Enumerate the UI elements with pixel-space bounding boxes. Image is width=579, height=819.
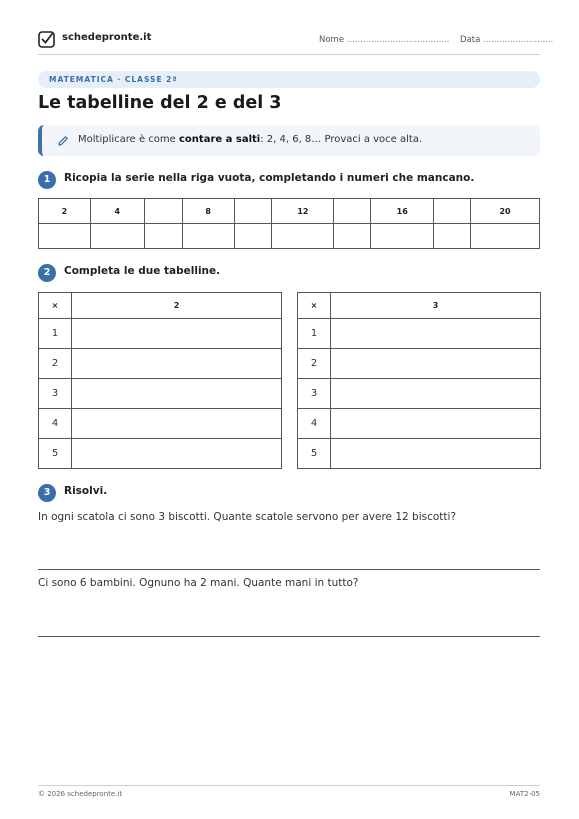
name-field[interactable]	[319, 35, 449, 45]
row-multiplier: 4	[39, 409, 72, 439]
answer-cell[interactable]	[234, 224, 272, 249]
answer-cell[interactable]	[39, 224, 91, 249]
sequence-row-empty	[39, 224, 540, 249]
answer-cell[interactable]	[331, 439, 541, 469]
times-symbol: ×	[39, 293, 72, 319]
problem-2-text: Ci sono 6 bambini. Ognuno ha 2 mani. Quante mani in tutto?	[38, 577, 359, 589]
sequence-cell-blank[interactable]	[334, 199, 371, 224]
answer-cell[interactable]	[371, 224, 434, 249]
answer-cell[interactable]	[334, 224, 371, 249]
answer-cell[interactable]	[90, 224, 144, 249]
tip-text-before: Moltiplicare è come	[78, 134, 179, 145]
exercise-1-title: Ricopia la serie nella riga vuota, completando i numeri che mancano.	[64, 172, 475, 184]
name-label: Nome	[319, 35, 345, 45]
answer-cell[interactable]	[331, 349, 541, 379]
sequence-row-given	[39, 199, 540, 224]
row-multiplier: 4	[298, 409, 331, 439]
tip-text-after: : 2, 4, 6, 8… Provaci a voce alta.	[260, 134, 423, 145]
times-table-3	[297, 292, 541, 469]
row-multiplier: 3	[298, 379, 331, 409]
row-multiplier: 2	[298, 349, 331, 379]
checkbox-logo-icon	[38, 31, 55, 48]
times-table-2	[38, 292, 282, 469]
times-factor: 3	[331, 293, 541, 319]
brand-name: schedepronte.it	[62, 32, 152, 43]
footer-copyright: © 2026 schedepronte.it	[38, 790, 123, 798]
table-row	[298, 379, 541, 409]
table-row	[298, 409, 541, 439]
subject-badge: MATEMATICA · CLASSE 2ª	[38, 71, 540, 88]
row-multiplier: 5	[39, 439, 72, 469]
table-row	[39, 319, 282, 349]
exercise-2-number: 2	[38, 264, 56, 282]
row-multiplier: 1	[298, 319, 331, 349]
row-multiplier: 3	[39, 379, 72, 409]
date-field[interactable]	[460, 35, 553, 45]
answer-cell[interactable]	[72, 319, 282, 349]
row-multiplier: 5	[298, 439, 331, 469]
answer-cell[interactable]	[72, 379, 282, 409]
exercise-3-number: 3	[38, 484, 56, 502]
answer-cell[interactable]	[331, 379, 541, 409]
exercise-3-title: Risolvi.	[64, 485, 108, 497]
exercise-2-title: Completa le due tabelline.	[64, 265, 221, 277]
pencil-icon	[57, 135, 69, 147]
date-label: Data	[460, 35, 481, 45]
answer-cell[interactable]	[72, 439, 282, 469]
answer-cell[interactable]	[72, 409, 282, 439]
sequence-cell: 2	[39, 199, 91, 224]
row-multiplier: 2	[39, 349, 72, 379]
page-title: Le tabelline del 2 e del 3	[38, 93, 282, 113]
answer-cell[interactable]	[144, 224, 182, 249]
table-row	[39, 439, 282, 469]
sequence-table	[38, 198, 540, 249]
tip-text	[78, 134, 422, 145]
sequence-cell: 12	[272, 199, 334, 224]
answer-cell[interactable]	[331, 409, 541, 439]
date-dots: ..........................	[483, 35, 554, 45]
times-symbol: ×	[298, 293, 331, 319]
problem-1-answer-line[interactable]	[38, 569, 540, 570]
sequence-cell-blank[interactable]	[434, 199, 471, 224]
sequence-cell-blank[interactable]	[144, 199, 182, 224]
answer-cell[interactable]	[72, 349, 282, 379]
answer-cell[interactable]	[272, 224, 334, 249]
times-factor: 2	[72, 293, 282, 319]
table-row	[298, 439, 541, 469]
worksheet-page	[38, 0, 554, 819]
sequence-cell-blank[interactable]	[234, 199, 272, 224]
footer-code: MAT2-05	[509, 790, 540, 798]
tip-box	[38, 125, 540, 156]
table-row	[39, 349, 282, 379]
name-dots: ......................................	[346, 35, 450, 45]
sequence-cell: 8	[182, 199, 234, 224]
page-header	[38, 29, 554, 55]
sequence-cell: 4	[90, 199, 144, 224]
sequence-cell: 20	[471, 199, 540, 224]
exercise-1-number: 1	[38, 171, 56, 189]
sequence-cell: 16	[371, 199, 434, 224]
tip-text-bold: contare a salti	[179, 134, 261, 145]
row-multiplier: 1	[39, 319, 72, 349]
problem-2-answer-line[interactable]	[38, 636, 540, 637]
answer-cell[interactable]	[182, 224, 234, 249]
answer-cell[interactable]	[331, 319, 541, 349]
answer-cell[interactable]	[434, 224, 471, 249]
answer-cell[interactable]	[471, 224, 540, 249]
table-row	[39, 379, 282, 409]
table-row	[39, 409, 282, 439]
table-row	[298, 349, 541, 379]
table-row	[298, 319, 541, 349]
footer-divider	[38, 785, 540, 786]
problem-1-text: In ogni scatola ci sono 3 biscotti. Quante scatole servono per avere 12 biscotti?	[38, 511, 457, 523]
